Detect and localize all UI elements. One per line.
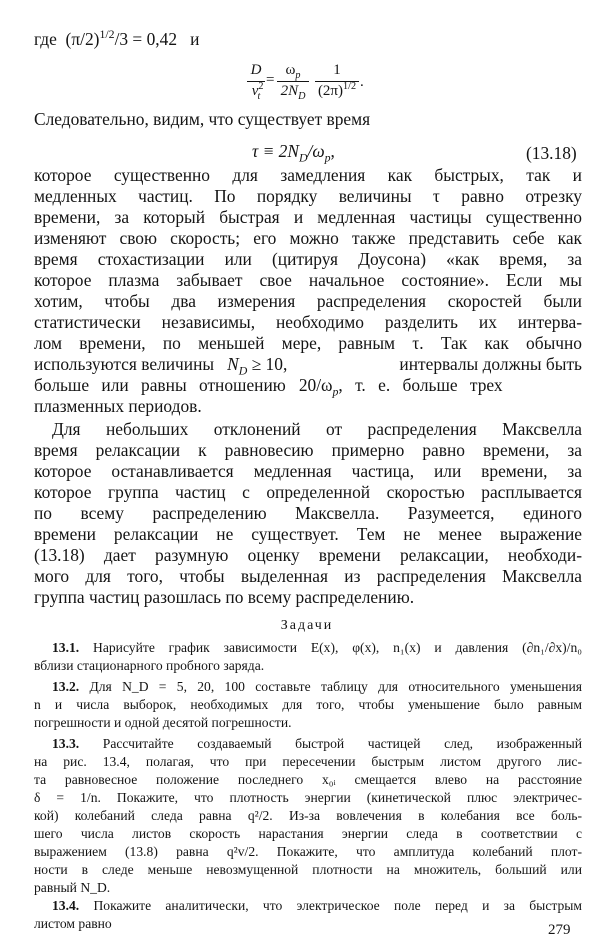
problem-13-4-line-1 bbox=[52, 899, 582, 913]
greater-equal-ratio: больше или равны отношению bbox=[34, 375, 286, 395]
omega-sub: p bbox=[295, 70, 301, 81]
p3-text-1: Рассчитайте создаваемый быстрой частицей след, изображенный bbox=[102, 736, 582, 751]
problem-13-2-line-3: погрешности и одной десятой погрешности. bbox=[34, 715, 292, 730]
p1-text-1: Нарисуйте график зависимости E(x), φ(x), n₁(x) и давления (∂n₁/∂x)/n₀ bbox=[93, 640, 582, 655]
problem-13-3-line-7: выражением (13.8) равна q²v/2. Покажите, что амплитуда колебаний плот- bbox=[34, 844, 582, 859]
v-sup: 2 bbox=[258, 81, 264, 92]
lhs-numerator: D bbox=[250, 62, 262, 78]
eq-tail: , bbox=[330, 141, 335, 161]
p2-text-1: Для N_D = 5, 20, 100 составьте таблицу для относительного уменьшения bbox=[89, 679, 582, 694]
p4-text-1: Покажите аналитически, что электрическое поле перед и за быстрым bbox=[93, 898, 582, 913]
para2-line-4: которое группа частиц с определенной скоростью расплывается bbox=[34, 482, 582, 502]
para1-line-9: лом времени, по меньшей мере, равным τ. Так как обычно bbox=[34, 333, 582, 353]
p2-number: 13.2. bbox=[52, 679, 80, 694]
r1-denominator bbox=[277, 83, 309, 100]
problem-13-3-line-9: равный N_D. bbox=[34, 880, 111, 895]
eq-sub2: p bbox=[324, 150, 331, 165]
intervals-text: интервалы должны быть bbox=[399, 354, 582, 374]
uses-values: используются величины bbox=[34, 354, 215, 374]
equation-13-18 bbox=[252, 141, 335, 165]
two-pi-sup: 1/2 bbox=[343, 81, 357, 92]
two-n: 2N bbox=[280, 83, 299, 99]
expr-main: (π/2) bbox=[65, 29, 100, 49]
p3-number: 13.3. bbox=[52, 736, 80, 751]
problem-13-2-line-2: n и числа выборок, необходимых для того, чтобы уменьшение было равным bbox=[34, 697, 582, 712]
r1-numerator bbox=[277, 62, 309, 79]
para2-line-6: времени релаксации не существует. Тем не менее выражение bbox=[34, 524, 582, 544]
conclusion-line: Следовательно, видим, что существует время bbox=[34, 109, 371, 129]
problem-13-1-line-1 bbox=[52, 641, 582, 655]
para1-line-5: время стохастизации или (цитируя Доусона) «как время, за bbox=[34, 249, 582, 269]
para1-line-11 bbox=[34, 375, 582, 399]
para1-line-7: хотим, чтобы два измерения распределения скоростей были bbox=[34, 291, 582, 311]
problem-13-3-line-5: кой) колебаний следа равна q²/2. Из-за вовлечения в колебания все боль- bbox=[34, 808, 582, 823]
expr-tail: /3 = 0,42 bbox=[114, 29, 178, 49]
para2-line-8: мого для того, чтобы выделенная из распределения Максвелла bbox=[34, 566, 582, 586]
v-sub: t bbox=[257, 91, 261, 102]
p4-number: 13.4. bbox=[52, 898, 80, 913]
para1-line-3: времени, за который быстрая и медленная частицы существенно bbox=[34, 207, 582, 227]
problem-13-3-line-6: шего числа листов скорость нарастания энергии следа в соответствии с bbox=[34, 826, 582, 841]
para2-line-3: которое останавливается медленная частица, или времени, за bbox=[34, 461, 582, 481]
para1-line-8: статистически независимы, необходимо разделить их интерва- bbox=[34, 312, 582, 332]
page-number: 279 bbox=[548, 922, 571, 938]
word-gde: где bbox=[34, 29, 57, 49]
equation-number: (13.18) bbox=[526, 143, 577, 163]
fraction-period: . bbox=[360, 74, 364, 90]
problem-13-3-line-3: та равновесное положение последнего x₀ᵢ смещается влево на расстояние bbox=[34, 772, 582, 787]
nd-sub: D bbox=[238, 363, 248, 378]
top-formula bbox=[34, 27, 200, 49]
nd-rest: ≥ 10, bbox=[247, 354, 288, 374]
problem-13-3-line-2: на рис. 13.4, полагая, что при пересечении быстрым листом другого лис- bbox=[34, 754, 582, 769]
word-and: и bbox=[190, 29, 200, 49]
problem-13-4-line-2: листом равно bbox=[34, 916, 112, 931]
fraction-formula bbox=[247, 62, 367, 102]
eq-lhs: τ ≡ 2N bbox=[252, 141, 299, 161]
para2-line-5: по всему распределению Максвелла. Разумеется, единого bbox=[34, 503, 582, 523]
para1-line-6: которое плазма забывает свое начальное состояние». Если мы bbox=[34, 270, 582, 290]
problem-13-3-line-1 bbox=[52, 737, 582, 751]
problems-heading: Задачи bbox=[280, 618, 334, 633]
problem-13-3-line-4: δ = 1/n. Покажите, что плотность энергии (кинетической плюс электричес- bbox=[34, 790, 582, 805]
equals-sign: = bbox=[266, 72, 275, 88]
eq-mid: /ω bbox=[307, 141, 325, 161]
para1-line-10 bbox=[34, 354, 582, 378]
ratio-rest: , т. е. больше трех bbox=[338, 375, 503, 395]
para2-line-1: Для небольших отклонений от распределения Максвелла bbox=[52, 419, 582, 439]
r2-numerator: 1 bbox=[333, 62, 341, 78]
eq-sub1: D bbox=[298, 150, 308, 165]
ratio-sub: p bbox=[332, 384, 339, 399]
ratio: 20/ω bbox=[298, 375, 333, 395]
omega: ω bbox=[285, 62, 296, 78]
expr-sup: 1/2 bbox=[99, 27, 115, 42]
para1-line-4: изменяют свою скорость; его можно также представить себе как bbox=[34, 228, 582, 248]
nd-letter: N bbox=[227, 354, 239, 374]
problem-13-2-line-1 bbox=[52, 680, 582, 694]
p1-number: 13.1. bbox=[52, 640, 80, 655]
r1-bar bbox=[277, 81, 309, 82]
para2-line-9: группа частиц разошлась по всему распределению. bbox=[34, 587, 415, 607]
lhs-denominator bbox=[247, 83, 265, 100]
problem-13-3-line-8: ности в следе меньше невозмущенной плотности на множитель, больший или bbox=[34, 862, 582, 877]
r2-denominator bbox=[315, 83, 359, 100]
problem-13-1-line-2: вблизи стационарного пробного заряда. bbox=[34, 658, 265, 673]
para2-line-2: время релаксации к равновесию примерно равно времени, за bbox=[34, 440, 582, 460]
n-sub: D bbox=[298, 91, 306, 102]
para2-line-7: (13.18) дает разумную оценку времени релаксации, необходи- bbox=[34, 545, 582, 565]
pi-expression bbox=[66, 29, 177, 49]
para1-line-1: которое существенно для замедления как быстрых, так и bbox=[34, 165, 582, 185]
para1-line-2: медленных частиц. По порядку величины τ равно отрезку bbox=[34, 186, 582, 206]
v-letter: v bbox=[251, 83, 259, 99]
para1-line-12: плазменных периодов. bbox=[34, 396, 202, 416]
two-pi: (2π) bbox=[317, 83, 344, 99]
